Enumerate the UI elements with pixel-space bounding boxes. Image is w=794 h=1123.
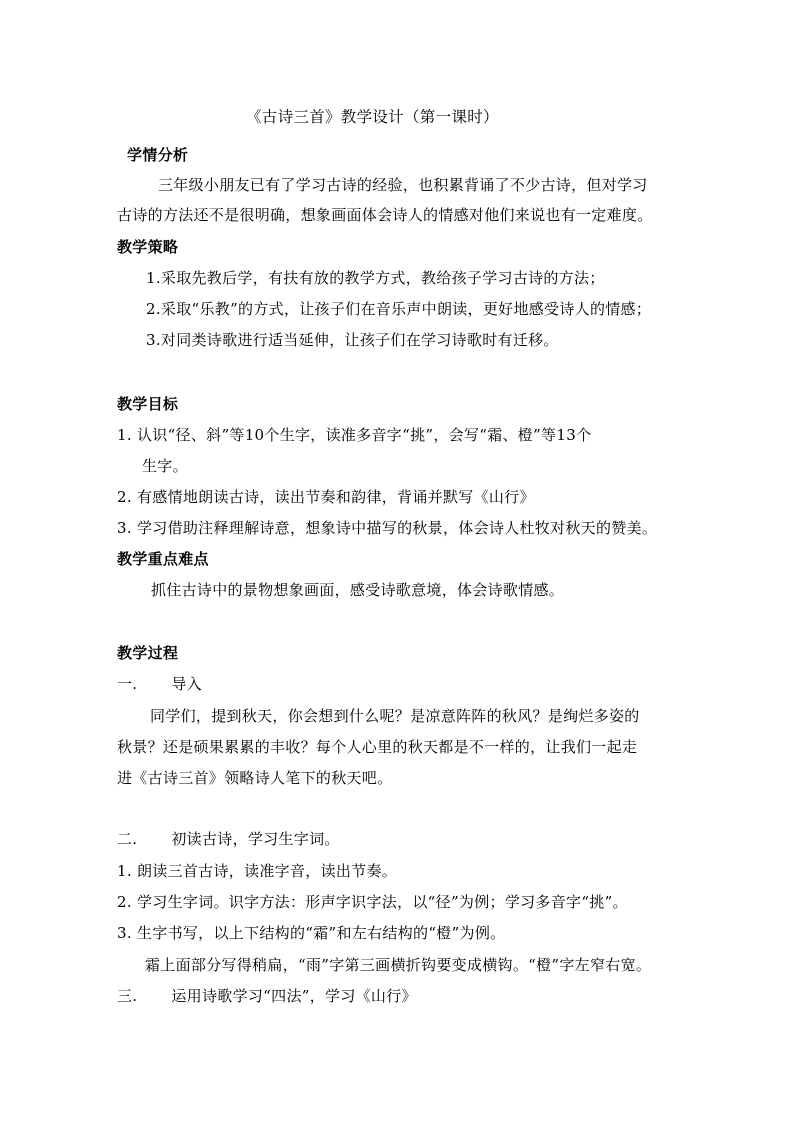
list-item: 3. 学习借助注释理解诗意，想象诗中描写的秋景，体会诗人杜牧对秋天的赞美。 — [117, 519, 658, 537]
list-item: 1. 认识“径、斜”等10个生字，读准多音字“挑”，会写“霜、橙”等13个 — [117, 426, 592, 444]
paragraph-line: 秋景？还是硕果累累的丰收？每个人心里的秋天都是不一样的，让我们一起走 — [117, 738, 638, 756]
heading-celue: 教学策略 — [117, 238, 179, 256]
paragraph-line: 进《古诗三首》领略诗人笔下的秋天吧。 — [117, 769, 393, 787]
step-label: 运用诗歌学习“四法”，学习《山行》 — [171, 987, 417, 1005]
list-item: 1.采取先教后学，有扶有放的教学方式，教给孩子学习古诗的方法； — [146, 269, 605, 287]
list-item: 2. 学习生字词。识字方法：形声字识字法，以“径”为例；学习多音字“挑”。 — [117, 893, 628, 911]
heading-zhongdian: 教学重点难点 — [117, 550, 209, 568]
paragraph-line: 古诗的方法还不是很明确，想象画面体会诗人的情感对他们来说也有一定难度。 — [117, 206, 653, 224]
list-item: 1. 朗读三首古诗，读准字音，读出节奏。 — [117, 862, 398, 880]
paragraph-line: 同学们，提到秋天，你会想到什么呢？是凉意阵阵的秋风？是绚烂多姿的 — [150, 707, 640, 725]
step-heading-2 — [117, 829, 340, 849]
list-item: 2. 有感情地朗读古诗，读出节奏和韵律，背诵并默写《山行》 — [117, 488, 535, 506]
list-item: 3.对同类诗歌进行适当延伸，让孩子们在学习诗歌时有迁移。 — [146, 331, 559, 349]
paragraph-line: 抓住古诗中的景物想象画面，感受诗歌意境，体会诗歌情感。 — [151, 581, 565, 599]
list-item: 3. 生字书写，以上下结构的“霜”和左右结构的“橙”为例。 — [117, 924, 506, 942]
list-item-continuation: 生字。 — [142, 457, 188, 475]
heading-mubiao: 教学目标 — [117, 395, 179, 413]
step-label: 导入 — [171, 675, 202, 693]
document-title: 《古诗三首》教学设计（第一课时） — [246, 108, 499, 126]
paragraph-line: 霜上面部分写得稍扁，“雨”字第三画横折钩要变成横钩。“橙”字左窄右宽。 — [145, 956, 652, 974]
step-label: 初读古诗，学习生字词。 — [171, 830, 340, 848]
step-heading-1 — [117, 674, 202, 694]
step-number: 二. — [117, 830, 138, 848]
step-number: 一. — [117, 675, 138, 693]
step-heading-3 — [117, 986, 417, 1006]
list-item: 2.采取“乐教”的方式，让孩子们在音乐声中朗读，更好地感受诗人的情感； — [146, 300, 652, 318]
step-number: 三. — [117, 987, 138, 1005]
paragraph-line: 三年级小朋友已有了学习古诗的经验，也积累背诵了不少古诗，但对学习 — [158, 176, 648, 194]
heading-guocheng: 教学过程 — [117, 644, 179, 662]
heading-xueqing: 学情分析 — [127, 146, 189, 164]
